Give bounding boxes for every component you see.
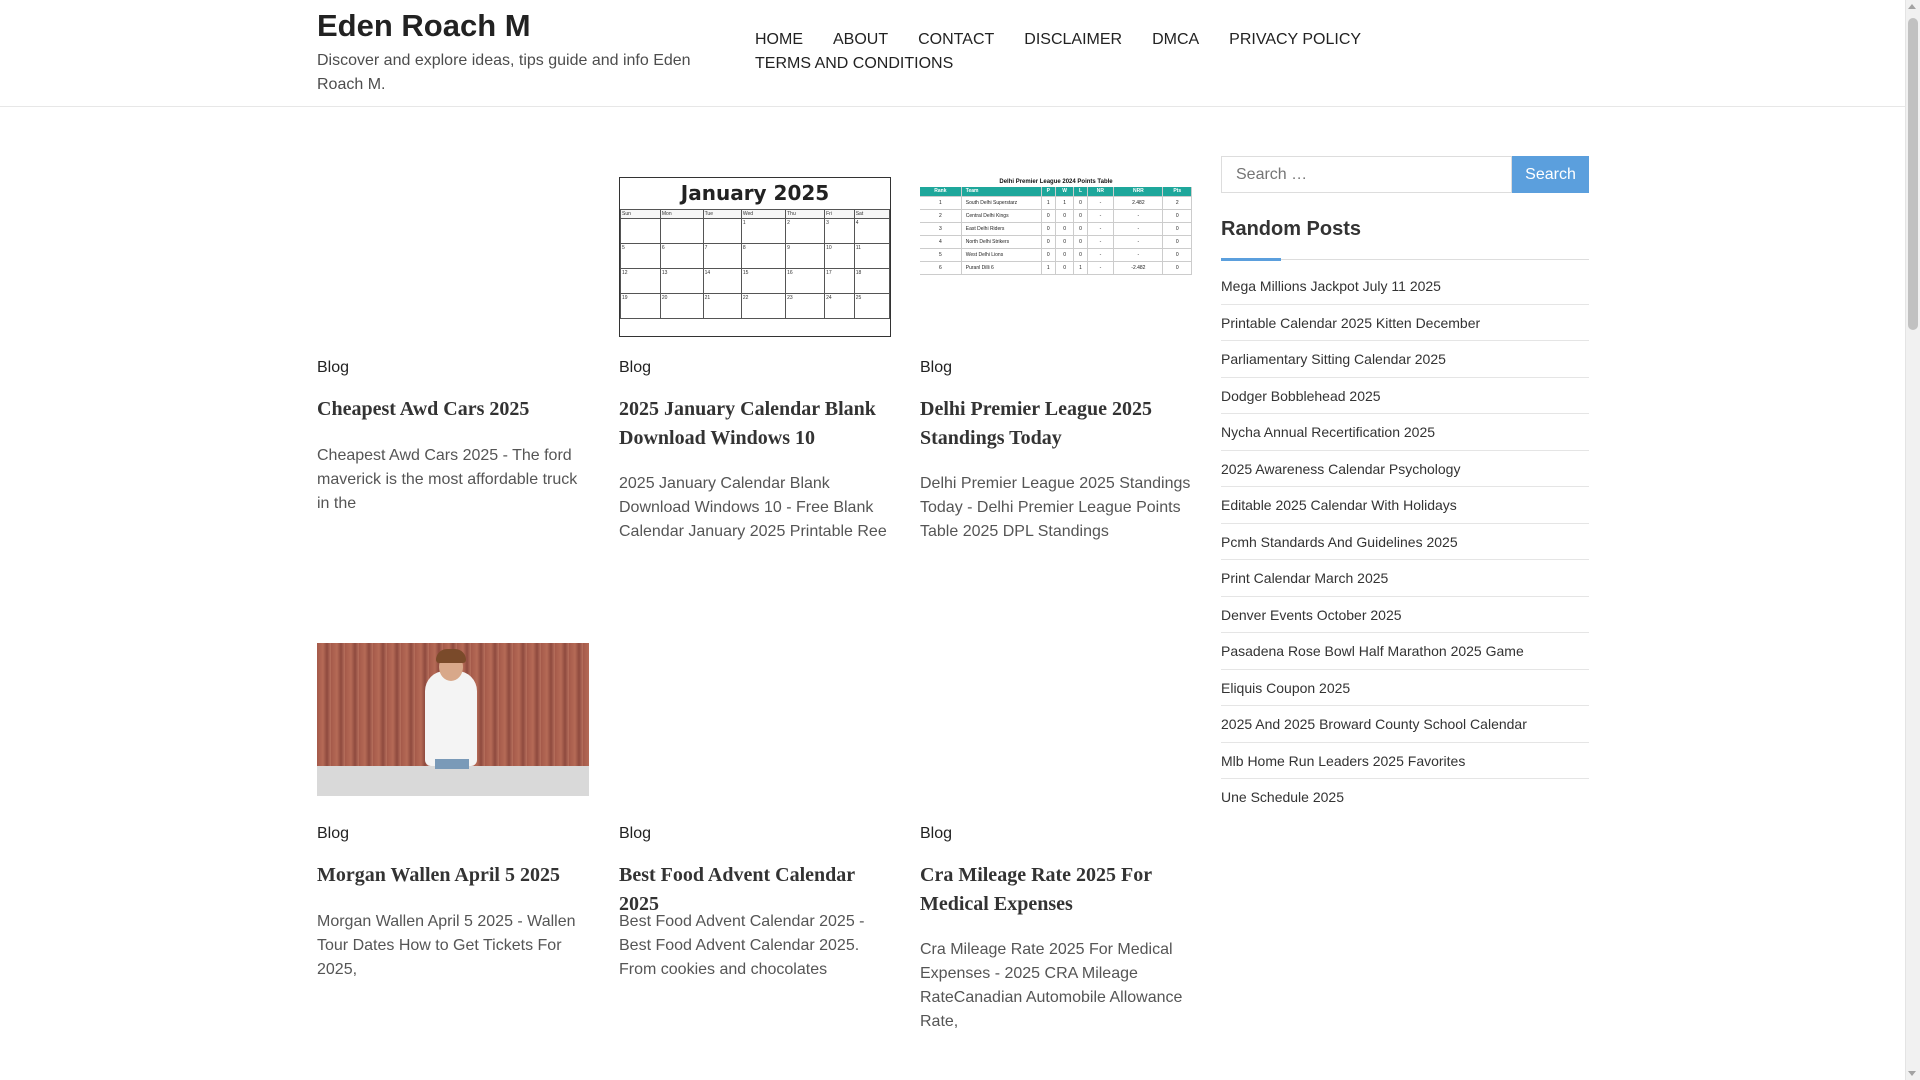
search-button[interactable]: Search	[1512, 156, 1589, 193]
post-thumbnail[interactable]	[317, 643, 589, 796]
random-posts-list	[1221, 268, 1589, 816]
random-post-link[interactable]: Mlb Home Run Leaders 2025 Favorites	[1221, 743, 1589, 780]
post-category[interactable]: Blog	[619, 359, 652, 376]
site-title[interactable]: Eden Roach M	[317, 8, 531, 43]
post-title[interactable]: Morgan Wallen April 5 2025	[317, 864, 560, 886]
post-thumbnail[interactable]	[920, 177, 1192, 287]
nav-about[interactable]: ABOUT	[833, 31, 889, 48]
random-post-link[interactable]: 2025 Awareness Calendar Psychology	[1221, 451, 1589, 488]
random-post-link[interactable]: Editable 2025 Calendar With Holidays	[1221, 487, 1589, 524]
post-title[interactable]: Delhi Premier League 2025 Standings Today	[920, 398, 1152, 449]
site-description: Discover and explore ideas, tips guide and info Eden Roach M.	[317, 52, 691, 93]
random-post-link[interactable]: Mega Millions Jackpot July 11 2025	[1221, 268, 1589, 305]
nav-dmca[interactable]: DMCA	[1152, 31, 1200, 48]
post-excerpt: 2025 January Calendar Blank Download Windows 10 - Free Blank Calendar January 2025 Printable Ree	[619, 475, 887, 540]
post-excerpt: Cheapest Awd Cars 2025 - The ford maverick is the most affordable truck in the	[317, 447, 578, 512]
post-excerpt: Cra Mileage Rate 2025 For Medical Expenses - 2025 CRA Mileage RateCanadian Automobile Allowance Rate,	[920, 941, 1183, 1030]
random-post-link[interactable]: Une Schedule 2025	[1221, 789, 1344, 805]
random-post-link[interactable]: Nycha Annual Recertification 2025	[1221, 414, 1589, 451]
random-post-link[interactable]: 2025 And 2025 Broward County School Calendar	[1221, 706, 1589, 743]
nav-disclaimer[interactable]: DISCLAIMER	[1024, 31, 1123, 48]
calendar-image-title: January 2025	[680, 181, 830, 205]
post-thumbnail[interactable]	[619, 177, 891, 337]
post-title[interactable]: 2025 January Calendar Blank Download Windows 10	[619, 398, 876, 449]
post-category[interactable]: Blog	[317, 359, 350, 376]
points-table-image-title: Delhi Premier League 2024 Points Table	[999, 179, 1113, 185]
post-category[interactable]: Blog	[920, 359, 953, 376]
nav-privacy-policy[interactable]: PRIVACY POLICY	[1229, 31, 1362, 48]
random-post-link[interactable]: Denver Events October 2025	[1221, 597, 1589, 634]
post-category[interactable]: Blog	[317, 825, 350, 842]
search-input[interactable]	[1221, 156, 1512, 193]
post-title[interactable]: Best Food Advent Calendar 2025	[619, 864, 855, 915]
nav-terms-and-conditions[interactable]: TERMS AND CONDITIONS	[755, 55, 954, 72]
widget-divider-accent	[1221, 258, 1281, 261]
main-navigation	[755, 28, 1395, 76]
post-title[interactable]: Cra Mileage Rate 2025 For Medical Expenses	[920, 864, 1152, 915]
post-category[interactable]: Blog	[920, 825, 953, 842]
random-post-link[interactable]: Dodger Bobblehead 2025	[1221, 378, 1589, 415]
post-excerpt: Best Food Advent Calendar 2025 - Best Food Advent Calendar 2025. From cookies and chocolates	[619, 913, 865, 978]
site-header	[0, 0, 1905, 107]
random-post-link[interactable]: Printable Calendar 2025 Kitten December	[1221, 305, 1589, 342]
post-category[interactable]: Blog	[619, 825, 652, 842]
random-post-link[interactable]: Pasadena Rose Bowl Half Marathon 2025 Game	[1221, 633, 1589, 670]
page-scrollbar[interactable]	[1905, 0, 1920, 1080]
random-post-link[interactable]: Pcmh Standards And Guidelines 2025	[1221, 524, 1589, 561]
points-table-image: Delhi Premier League 2024 Points Table Rank Team P W L NR NRR Pts 1 South Delhi Superstarz 1 1 0 - 2.482 2 2 Central Delhi Kings 0 0 0 - - 0 3 East Delhi Riders 0 0 0 - - 0 4 North Delhi Strikers 0 0 0 - - 0 5 West Delhi Lions 0 0 0 - - 0 6 Puranl Dilli 6 1 0 1 - -2.482 0	[920, 177, 1192, 287]
post-excerpt: Morgan Wallen April 5 2025 - Wallen Tour Dates How to Get Tickets For 2025,	[317, 913, 576, 978]
post-excerpt: Delhi Premier League 2025 Standings Today - Delhi Premier League Points Table 2025 DPL Standings	[920, 475, 1191, 540]
scroll-up-icon[interactable]	[1908, 4, 1916, 9]
search-form	[1221, 156, 1589, 193]
person-photo	[317, 643, 589, 796]
post-title[interactable]: Cheapest Awd Cars 2025	[317, 398, 530, 420]
random-post-link[interactable]: Parliamentary Sitting Calendar 2025	[1221, 341, 1589, 378]
nav-contact[interactable]: CONTACT	[918, 31, 995, 48]
widget-title: Random Posts	[1221, 218, 1362, 240]
scroll-down-icon[interactable]	[1908, 1071, 1916, 1076]
random-post-link[interactable]: Eliquis Coupon 2025	[1221, 670, 1589, 707]
nav-home[interactable]: HOME	[755, 31, 803, 48]
random-post-link[interactable]: Print Calendar March 2025	[1221, 560, 1589, 597]
calendar-image: January 2025 Sun Mon Tue Wed Thu Fri Sat 1 2 3 4 5 6 7 8 9 10 11 12 13 14 15 16 17 18 19 20 21 22 23 24 25	[619, 177, 891, 337]
scrollbar-thumb[interactable]	[1908, 18, 1918, 330]
